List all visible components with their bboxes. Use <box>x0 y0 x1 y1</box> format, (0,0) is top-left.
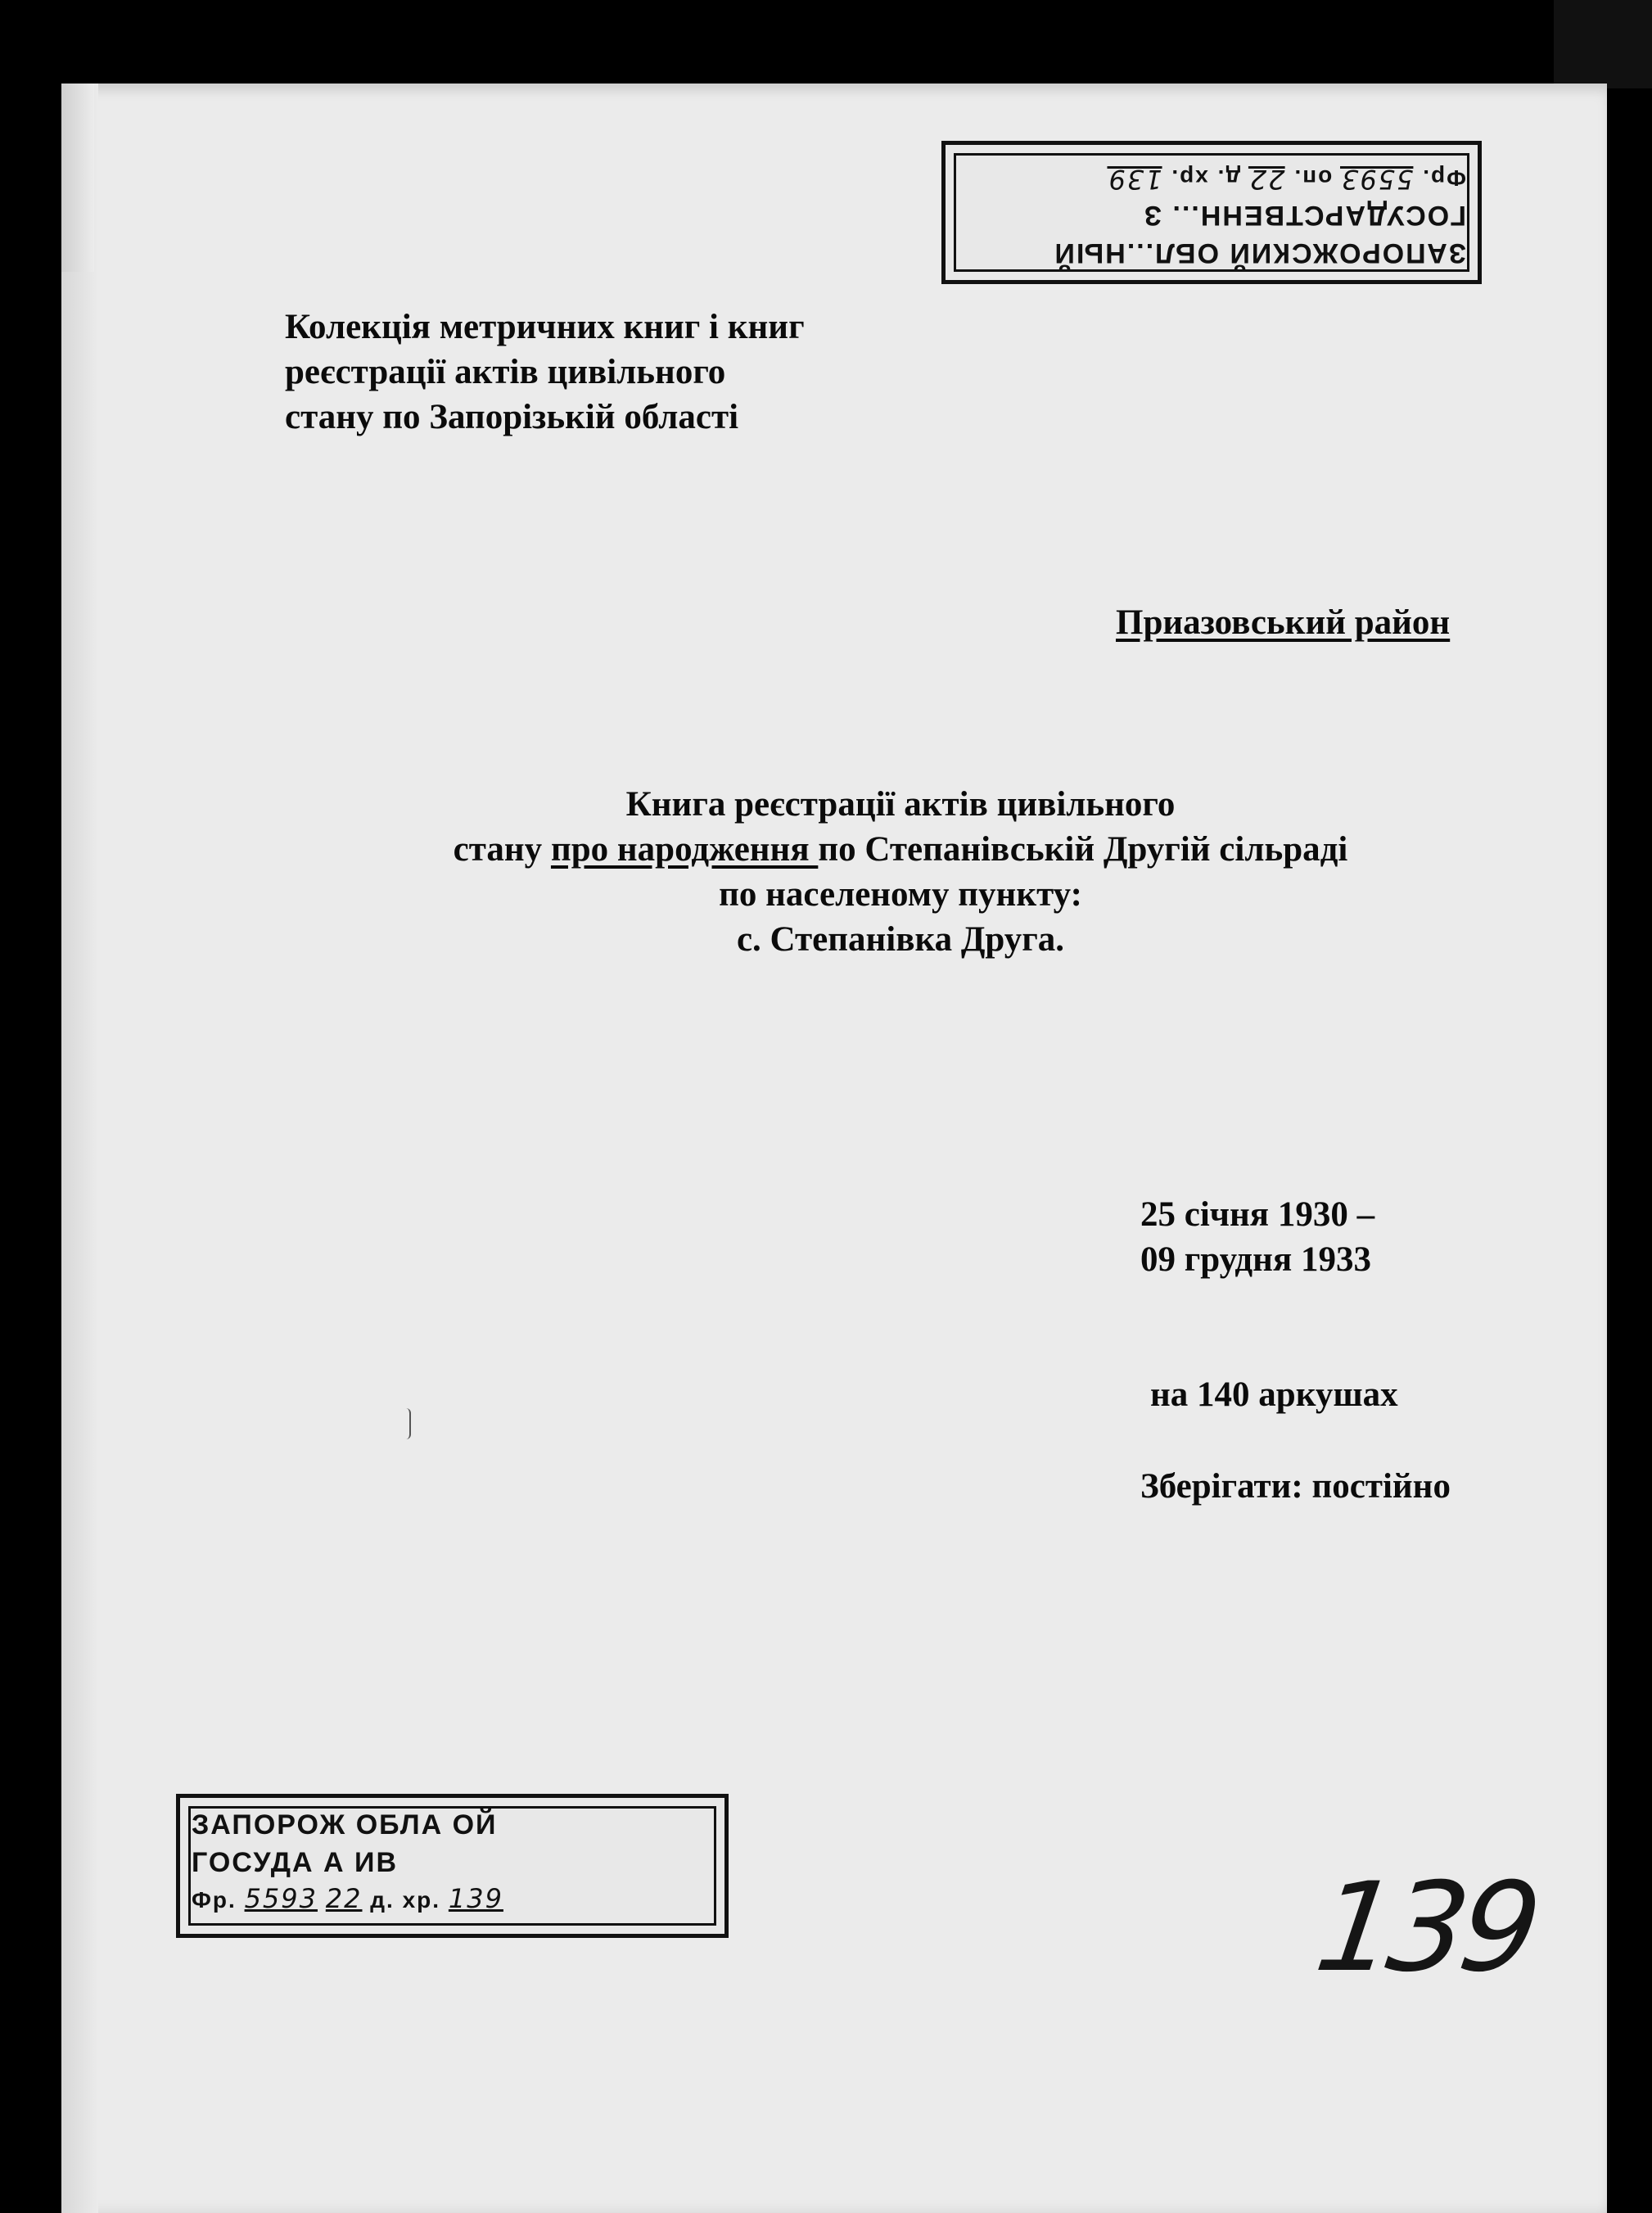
collection-heading <box>285 305 805 440</box>
stamp-bottom-item-value: 139 <box>448 1883 503 1914</box>
stamp-top-op-label: оп. <box>1293 165 1333 191</box>
stamp-bottom-op-value: 22 <box>325 1883 363 1914</box>
stamp-bottom-fr-value: 5593 <box>244 1883 318 1914</box>
page-edge-shadow <box>61 84 98 2213</box>
stamp-bottom-line2: ГОСУДА А ИВ <box>192 1847 399 1878</box>
date-end: 09 грудня 1933 <box>1140 1240 1371 1279</box>
book-title-record-type: про народження <box>550 830 819 869</box>
book-title-line-3: по населеному пункту: <box>719 875 1082 914</box>
stamp-bottom-line1: ЗАПОРОЖ ОБЛА ОЙ <box>192 1809 498 1840</box>
retention-period: Зберігати: постійно <box>1140 1467 1451 1506</box>
stamp-top-fr-value: 5593 <box>1340 164 1414 195</box>
collection-line-3: стану по Запорізькій області <box>285 398 739 436</box>
stamp-bottom-line3 <box>192 1883 503 1914</box>
stamp-bottom-fr-label: Фр. <box>192 1887 237 1913</box>
stamp-top-item-value: 139 <box>1107 164 1162 195</box>
stamp-bottom-item-label: д. хр. <box>370 1887 441 1913</box>
collection-line-2: реєстрації актів цивільного <box>285 353 726 391</box>
book-title-line-4: с. Степанівка Друга. <box>736 920 1065 959</box>
stamp-top-op-value: 22 <box>1248 164 1285 195</box>
stamp-top-line3 <box>1107 164 1466 195</box>
stamp-top-line1: ЗАПОРОЖСКИЙ ОБЛ...НЫЙ <box>1053 237 1466 269</box>
archive-stamp-bottom <box>176 1794 729 1938</box>
archive-stamp-top <box>941 141 1482 284</box>
book-title-line-2-pre: стану <box>453 830 551 869</box>
stamp-top-line2: ГОСУДАРСТВЕНН... З <box>1142 200 1466 231</box>
district-name: Приазовський район <box>1116 603 1451 642</box>
collection-line-1: Колекція метричних книг і книг <box>285 308 805 346</box>
date-start: 25 січня 1930 – <box>1140 1195 1375 1234</box>
scan-corner <box>1554 0 1652 88</box>
stamp-top-item-label: д. хр. <box>1170 165 1241 191</box>
page-fold <box>61 84 94 272</box>
handwritten-page-number: 139 <box>1307 1857 1543 1999</box>
book-title-line-2 <box>344 827 1457 872</box>
book-title-line-1: Книга реєстрації актів цивільного <box>625 785 1176 824</box>
stamp-top-fr-label: Фр. <box>1421 165 1466 191</box>
date-range <box>1140 1192 1374 1282</box>
pen-mark <box>406 1408 411 1439</box>
sheet-count: на 140 аркушах <box>1150 1375 1398 1414</box>
book-title-line-2-post: по Степанівській Другій сільраді <box>818 830 1348 869</box>
book-title <box>344 782 1457 962</box>
